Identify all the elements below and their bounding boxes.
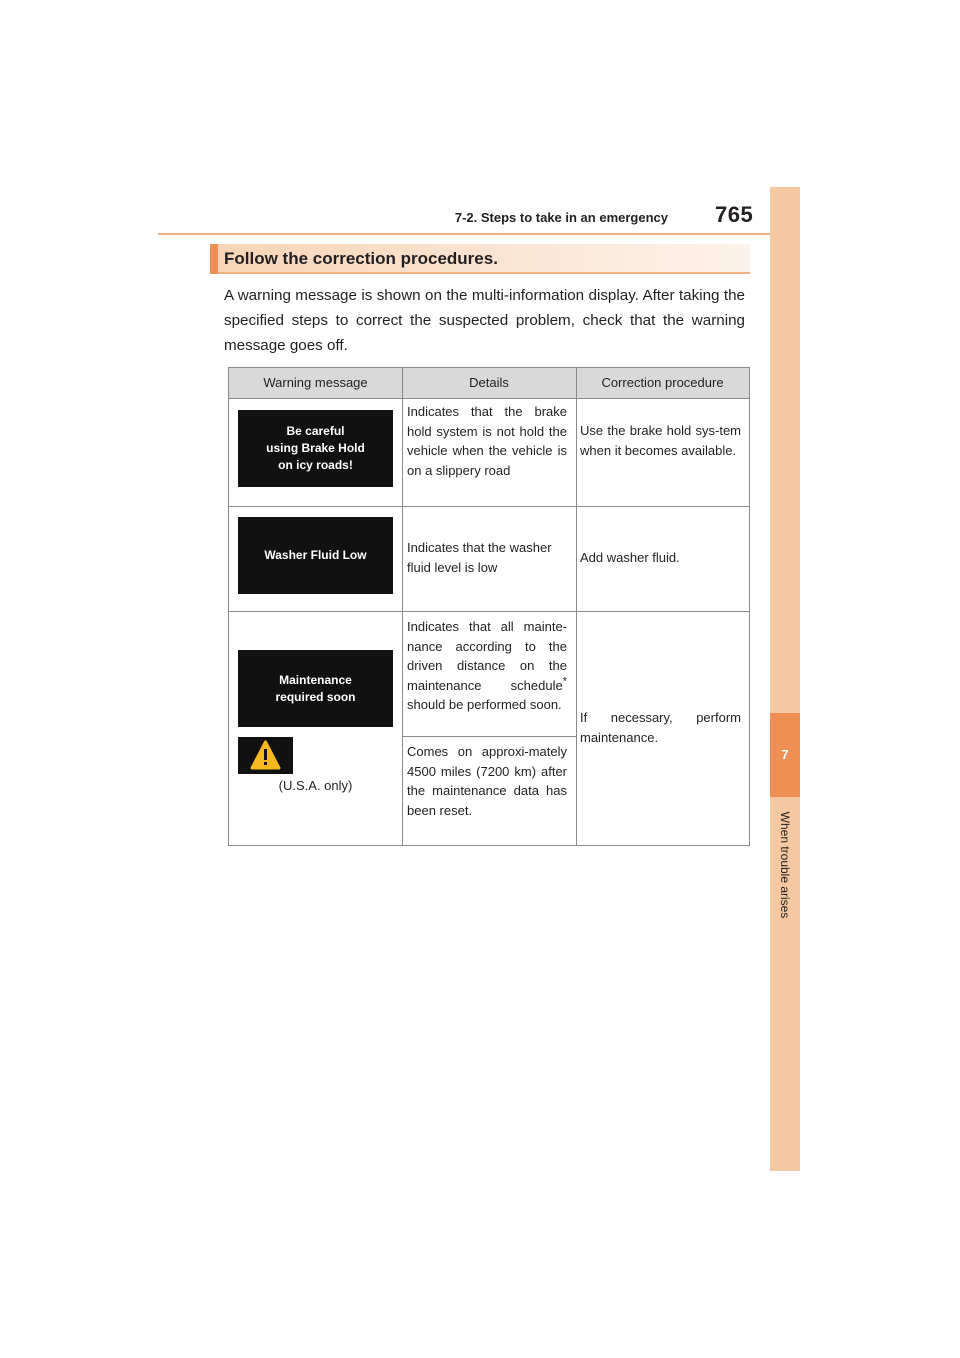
row2-procedure: Add washer fluid. [580, 550, 680, 565]
display-washer-fluid-message: Washer Fluid Low [238, 517, 393, 594]
warning-indicator [238, 737, 293, 774]
display-brake-hold-message: Be careful using Brake Hold on icy roads! [238, 410, 393, 487]
warning-table [228, 367, 750, 846]
row1-procedure: Use the brake hold sys-tem when it becomes available. [580, 423, 741, 458]
row-divider [229, 611, 749, 612]
chapter-title: When trouble arises [778, 811, 792, 919]
intro-paragraph: A warning message is shown on the multi-information display. After taking the specified steps to correct the suspected problem, check that the warning message goes off. [224, 287, 745, 354]
row2-details: Indicates that the washer fluid level is low [407, 540, 552, 575]
row3-procedure: If necessary, perform maintenance. [580, 710, 741, 745]
header-rule [158, 233, 800, 235]
column-divider [576, 368, 577, 845]
header-details: Details [402, 368, 576, 399]
row1-details: Indicates that the brake hold system is not hold the vehicle when the vehicle is on a slippery road [407, 404, 567, 478]
footnote-mark: * [562, 675, 567, 688]
section-heading-marker [210, 244, 218, 274]
page-number: 765 [715, 202, 754, 227]
running-header: 7-2. Steps to take in an emergency [454, 210, 668, 225]
header-warning-message: Warning message [229, 368, 402, 399]
warning-triangle-icon [238, 737, 293, 774]
row-divider [229, 506, 749, 507]
row3-details-2: Comes on approxi-mately 4500 miles (7200 km) after the maintenance data has been reset. [407, 744, 567, 818]
row3-details: Indicates that all mainte-nance according to the driven distance on the maintenance schedule* should be performed soon. [407, 619, 567, 712]
region-note: (U.S.A. only) [278, 778, 353, 793]
column-divider [402, 368, 403, 845]
display-maintenance-message: Maintenance required soon [238, 650, 393, 727]
row-divider [402, 736, 576, 737]
chapter-tab [770, 187, 800, 1171]
section-title: Follow the correction procedures. [224, 249, 498, 268]
chapter-number: 7 [770, 713, 800, 797]
header-correction: Correction procedure [576, 368, 749, 399]
